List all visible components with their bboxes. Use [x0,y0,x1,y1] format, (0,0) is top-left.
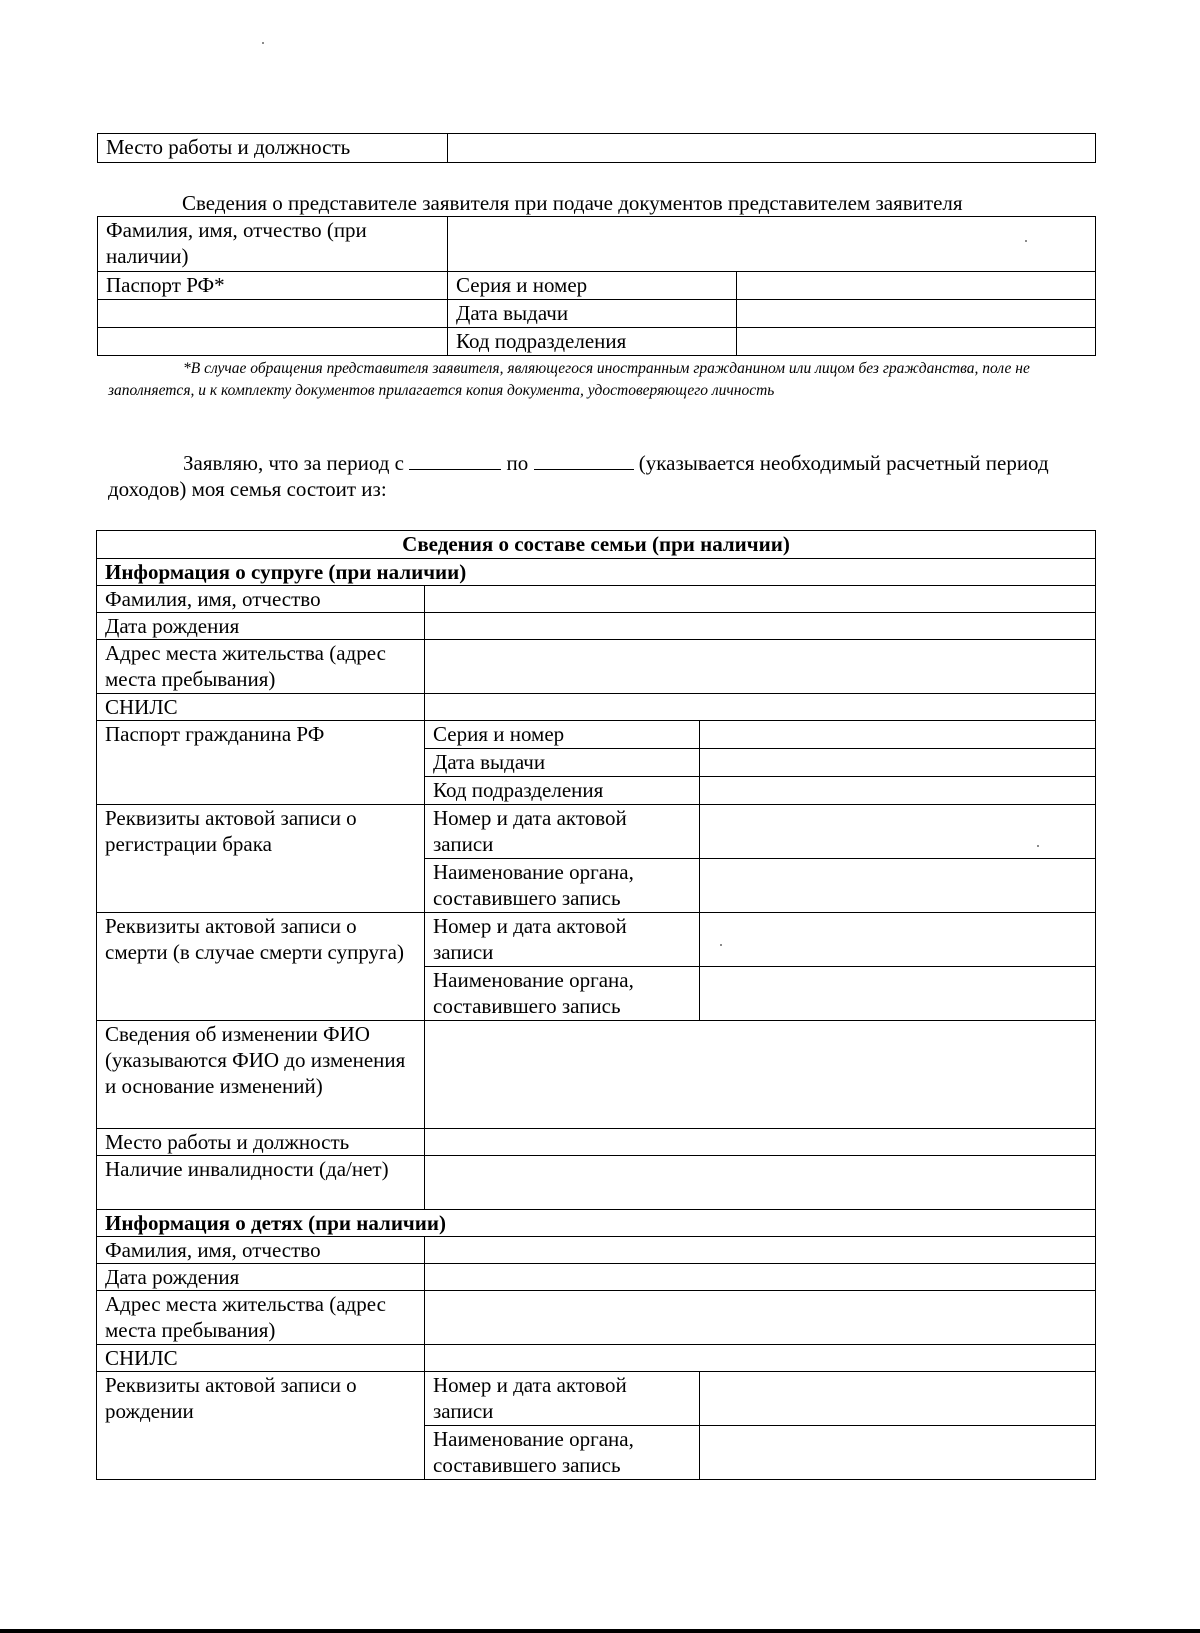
rep-series-field[interactable] [737,272,1096,300]
child-address-label: Адрес места жительства (адрес места пребывания) [97,1291,425,1345]
name-change-field[interactable] [425,1021,1096,1129]
spouse-address-field[interactable] [425,640,1096,694]
spouse-section-heading: Информация о супруге (при наличии) [97,559,1096,586]
birth-record-authority-field[interactable] [700,1426,1096,1480]
passport-footnote: *В случае обращения представителя заявителя, являющегося иностранным гражданином или лицом без гражданства, поле не заполняется, и к комплекту документов прилагается копия документа, удостоверяющего личность [108,360,1030,399]
spouse-snils-label: СНИЛС [97,694,425,721]
child-snils-field[interactable] [425,1345,1096,1372]
workplace-value-field[interactable] [448,134,1096,163]
rep-fio-field[interactable] [448,217,1096,272]
spouse-fio-label: Фамилия, имя, отчество [97,586,425,613]
rep-issue-date-field[interactable] [737,300,1096,328]
spouse-workplace-field[interactable] [425,1129,1096,1156]
child-fio-label: Фамилия, имя, отчество [97,1237,425,1264]
child-birth-date-label: Дата рождения [97,1264,425,1291]
spouse-address-label: Адрес места жительства (адрес места пребывания) [97,640,425,694]
spouse-division-code-label: Код подразделения [425,777,700,805]
spouse-passport-label: Паспорт гражданина РФ [97,721,425,805]
spouse-fio-field[interactable] [425,586,1096,613]
spouse-series-field[interactable] [700,721,1096,749]
rep-empty-cell [98,300,448,328]
death-record-label: Реквизиты актовой записи о смерти (в случае смерти супруга) [97,913,425,1021]
declaration-part2: по [506,451,529,475]
marriage-record-authority-field[interactable] [700,859,1096,913]
spouse-issue-date-field[interactable] [700,749,1096,777]
death-record-authority-label: Наименование органа, составившего запись [425,967,700,1021]
spouse-issue-date-label: Дата выдачи [425,749,700,777]
spouse-series-label: Серия и номер [425,721,700,749]
children-section-heading: Информация о детях (при наличии) [97,1210,1096,1237]
child-snils-label: СНИЛС [97,1345,425,1372]
spouse-disability-label: Наличие инвалидности (да/нет) [97,1156,425,1210]
rep-fio-label: Фамилия, имя, отчество (при наличии) [98,217,448,272]
marriage-record-number-label: Номер и дата актовой записи [425,805,700,859]
rep-issue-date-label: Дата выдачи [448,300,737,328]
birth-record-number-label: Номер и дата актовой записи [425,1372,700,1426]
spouse-workplace-label: Место работы и должность [97,1129,425,1156]
workplace-table [97,133,1096,163]
declaration-part1: Заявляю, что за период с [183,451,404,475]
child-birth-date-field[interactable] [425,1264,1096,1291]
rep-division-code-label: Код подразделения [448,328,737,356]
rep-empty-cell [98,328,448,356]
birth-record-authority-label: Наименование органа, составившего запись [425,1426,700,1480]
scan-edge-line [0,1629,1200,1633]
representative-table [97,216,1096,356]
period-end-field[interactable] [534,451,634,470]
declaration-paragraph [108,450,1098,502]
scan-speck [262,42,264,44]
family-table [96,530,1096,1480]
death-record-authority-field[interactable] [700,967,1096,1021]
child-address-field[interactable] [425,1291,1096,1345]
marriage-record-number-field[interactable] [700,805,1096,859]
declaration-part3: (указывается необходимый расчетный период доходов) моя семья состоит из: [108,451,1049,501]
rep-series-label: Серия и номер [448,272,737,300]
spouse-birth-date-field[interactable] [425,613,1096,640]
rep-division-code-field[interactable] [737,328,1096,356]
spouse-snils-field[interactable] [425,694,1096,721]
death-record-number-field[interactable] [700,913,1096,967]
birth-record-label: Реквизиты актовой записи о рождении [97,1372,425,1480]
death-record-number-label: Номер и дата актовой записи [425,913,700,967]
spouse-division-code-field[interactable] [700,777,1096,805]
name-change-label: Сведения об изменении ФИО (указываются ФИО до изменения и основание изменений) [97,1021,425,1129]
birth-record-number-field[interactable] [700,1372,1096,1426]
marriage-record-authority-label: Наименование органа, составившего запись [425,859,700,913]
spouse-birth-date-label: Дата рождения [97,613,425,640]
marriage-record-label: Реквизиты актовой записи о регистрации брака [97,805,425,913]
family-table-title: Сведения о составе семьи (при наличии) [97,531,1096,559]
period-start-field[interactable] [409,451,501,470]
spouse-disability-field[interactable] [425,1156,1096,1210]
representative-heading: Сведения о представителе заявителя при подаче документов представителем заявителя [182,191,963,215]
rep-passport-label: Паспорт РФ* [98,272,448,300]
child-fio-field[interactable] [425,1237,1096,1264]
workplace-label: Место работы и должность [98,134,448,163]
